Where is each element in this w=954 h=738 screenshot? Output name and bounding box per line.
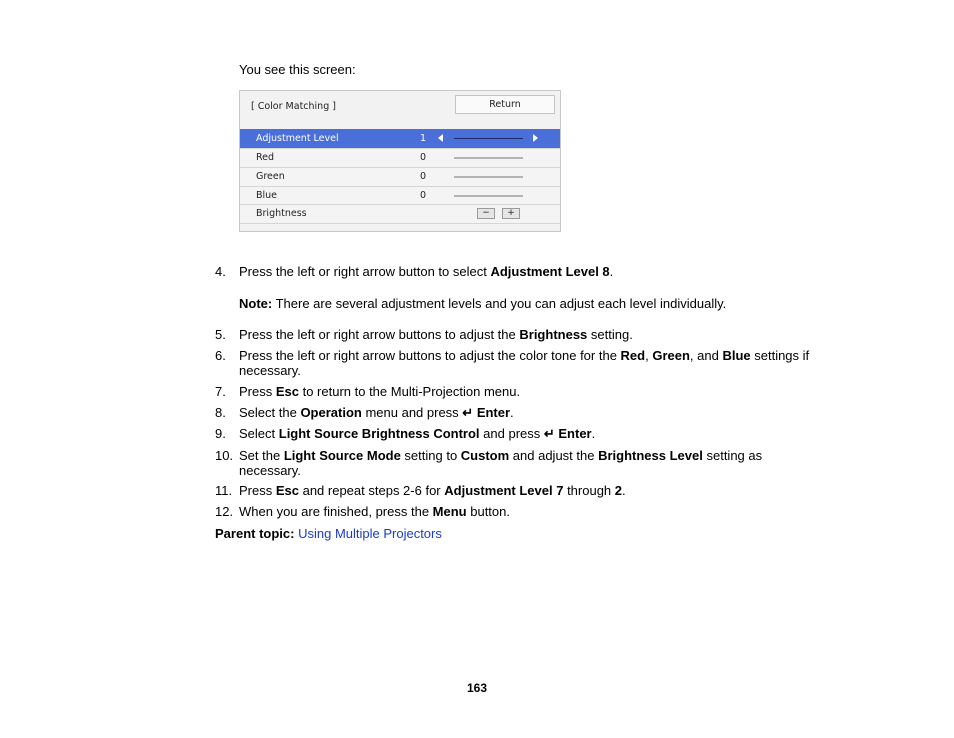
adjustment-slider-track[interactable]: [454, 138, 523, 139]
blue-slider-track[interactable]: [454, 195, 523, 197]
text: Press: [239, 483, 276, 498]
screen-title: [ Color Matching ]: [251, 101, 336, 112]
step-text: [239, 405, 819, 420]
bold-text: Custom: [460, 448, 510, 463]
row-label: Adjustment Level: [256, 133, 339, 144]
step-text: [239, 448, 819, 478]
bold-text: Adjustment Level 8: [490, 264, 610, 279]
step-text: [239, 264, 819, 279]
text: menu and press: [361, 405, 463, 420]
text: Press the left or right arrow button to select: [239, 264, 491, 279]
text: Press: [239, 384, 276, 399]
bold-text: Brightness Level: [598, 448, 703, 463]
bold-text: Brightness: [519, 327, 588, 342]
green-slider-track[interactable]: [454, 176, 523, 178]
text: button.: [466, 504, 510, 519]
bold-text: Esc: [275, 483, 299, 498]
parent-topic-link[interactable]: Using Multiple Projectors: [298, 526, 442, 541]
text: settings if necessary.: [239, 348, 810, 378]
text: When you are finished, press the: [239, 504, 433, 519]
row-label: Green: [256, 171, 285, 182]
row-value: 1: [420, 133, 427, 144]
step-number: 10.: [215, 448, 234, 463]
menu-row-red[interactable]: [240, 148, 560, 167]
intro-text: You see this screen:: [239, 62, 356, 77]
text: setting to: [400, 448, 461, 463]
enter-arrow-icon: ↵: [543, 426, 559, 441]
parent-topic-label: Parent topic:: [215, 526, 295, 541]
step-number: 11.: [215, 483, 233, 498]
page-number: 163: [466, 681, 488, 695]
bold-text: Adjustment Level 7: [444, 483, 564, 498]
row-value: 0: [420, 152, 427, 163]
step-number: 7.: [215, 384, 226, 399]
menu-row-brightness[interactable]: [240, 204, 560, 223]
step-number: 4.: [215, 264, 226, 279]
left-arrow-icon[interactable]: [438, 134, 443, 142]
note-label: Note:: [239, 296, 273, 311]
enter-arrow-icon: ↵: [462, 405, 477, 420]
text: .: [622, 483, 626, 498]
bold-text: Enter: [476, 405, 511, 420]
text: ,: [645, 348, 653, 363]
bold-text: 2: [614, 483, 623, 498]
row-label: Red: [256, 152, 275, 163]
text: .: [510, 405, 514, 420]
step-text: [239, 348, 819, 378]
parent-topic: [215, 526, 442, 541]
text: setting as necessary.: [239, 448, 763, 478]
text: Set the: [239, 448, 284, 463]
step-number: 5.: [215, 327, 226, 342]
menu-row-green[interactable]: [240, 167, 560, 186]
return-button[interactable]: Return: [455, 95, 555, 114]
text: Press the left or right arrow buttons to adjust the color tone for the: [239, 348, 621, 363]
row-value: 0: [420, 171, 427, 182]
right-arrow-icon[interactable]: [533, 134, 538, 142]
text: .: [591, 426, 596, 441]
step-number: 8.: [215, 405, 226, 420]
text: through: [563, 483, 615, 498]
bold-text: Menu: [432, 504, 467, 519]
text: Select: [239, 426, 279, 441]
note: [239, 296, 726, 311]
divider: [240, 223, 560, 224]
brightness-minus-button[interactable]: −: [477, 208, 495, 219]
text: Select the: [239, 405, 301, 420]
row-value: 0: [420, 190, 427, 201]
bold-text: Green: [652, 348, 690, 363]
step-text: [239, 384, 819, 399]
row-label: Brightness: [256, 208, 307, 219]
text: setting.: [587, 327, 633, 342]
step-text: [239, 483, 819, 498]
bold-text: Operation: [300, 405, 362, 420]
brightness-plus-button[interactable]: +: [502, 208, 520, 219]
bold-text: Blue: [722, 348, 751, 363]
text: and adjust the: [509, 448, 599, 463]
bold-text: Red: [620, 348, 646, 363]
bold-text: Light Source Brightness Control: [278, 426, 480, 441]
row-label: Blue: [256, 190, 278, 201]
bold-text: Esc: [275, 384, 299, 399]
text: and press: [479, 426, 544, 441]
menu-row-adjustment-level[interactable]: [240, 129, 560, 148]
bold-text: Enter: [558, 426, 592, 441]
text: , and: [689, 348, 723, 363]
step-text: [239, 504, 819, 519]
step-number: 6.: [215, 348, 226, 363]
text: and repeat steps 2-6 for: [298, 483, 445, 498]
step-number: 9.: [215, 426, 226, 441]
step-text: [239, 327, 819, 342]
text: Press the left or right arrow buttons to adjust the: [239, 327, 520, 342]
red-slider-track[interactable]: [454, 157, 523, 159]
menu-row-blue[interactable]: [240, 186, 560, 205]
color-matching-screen: [239, 90, 561, 232]
text: to return to the Multi-Projection menu.: [298, 384, 521, 399]
text: .: [609, 264, 614, 279]
step-text: [239, 426, 819, 441]
step-number: 12.: [215, 504, 234, 519]
bold-text: Light Source Mode: [283, 448, 401, 463]
note-text: There are several adjustment levels and you can adjust each level individually.: [272, 296, 727, 311]
